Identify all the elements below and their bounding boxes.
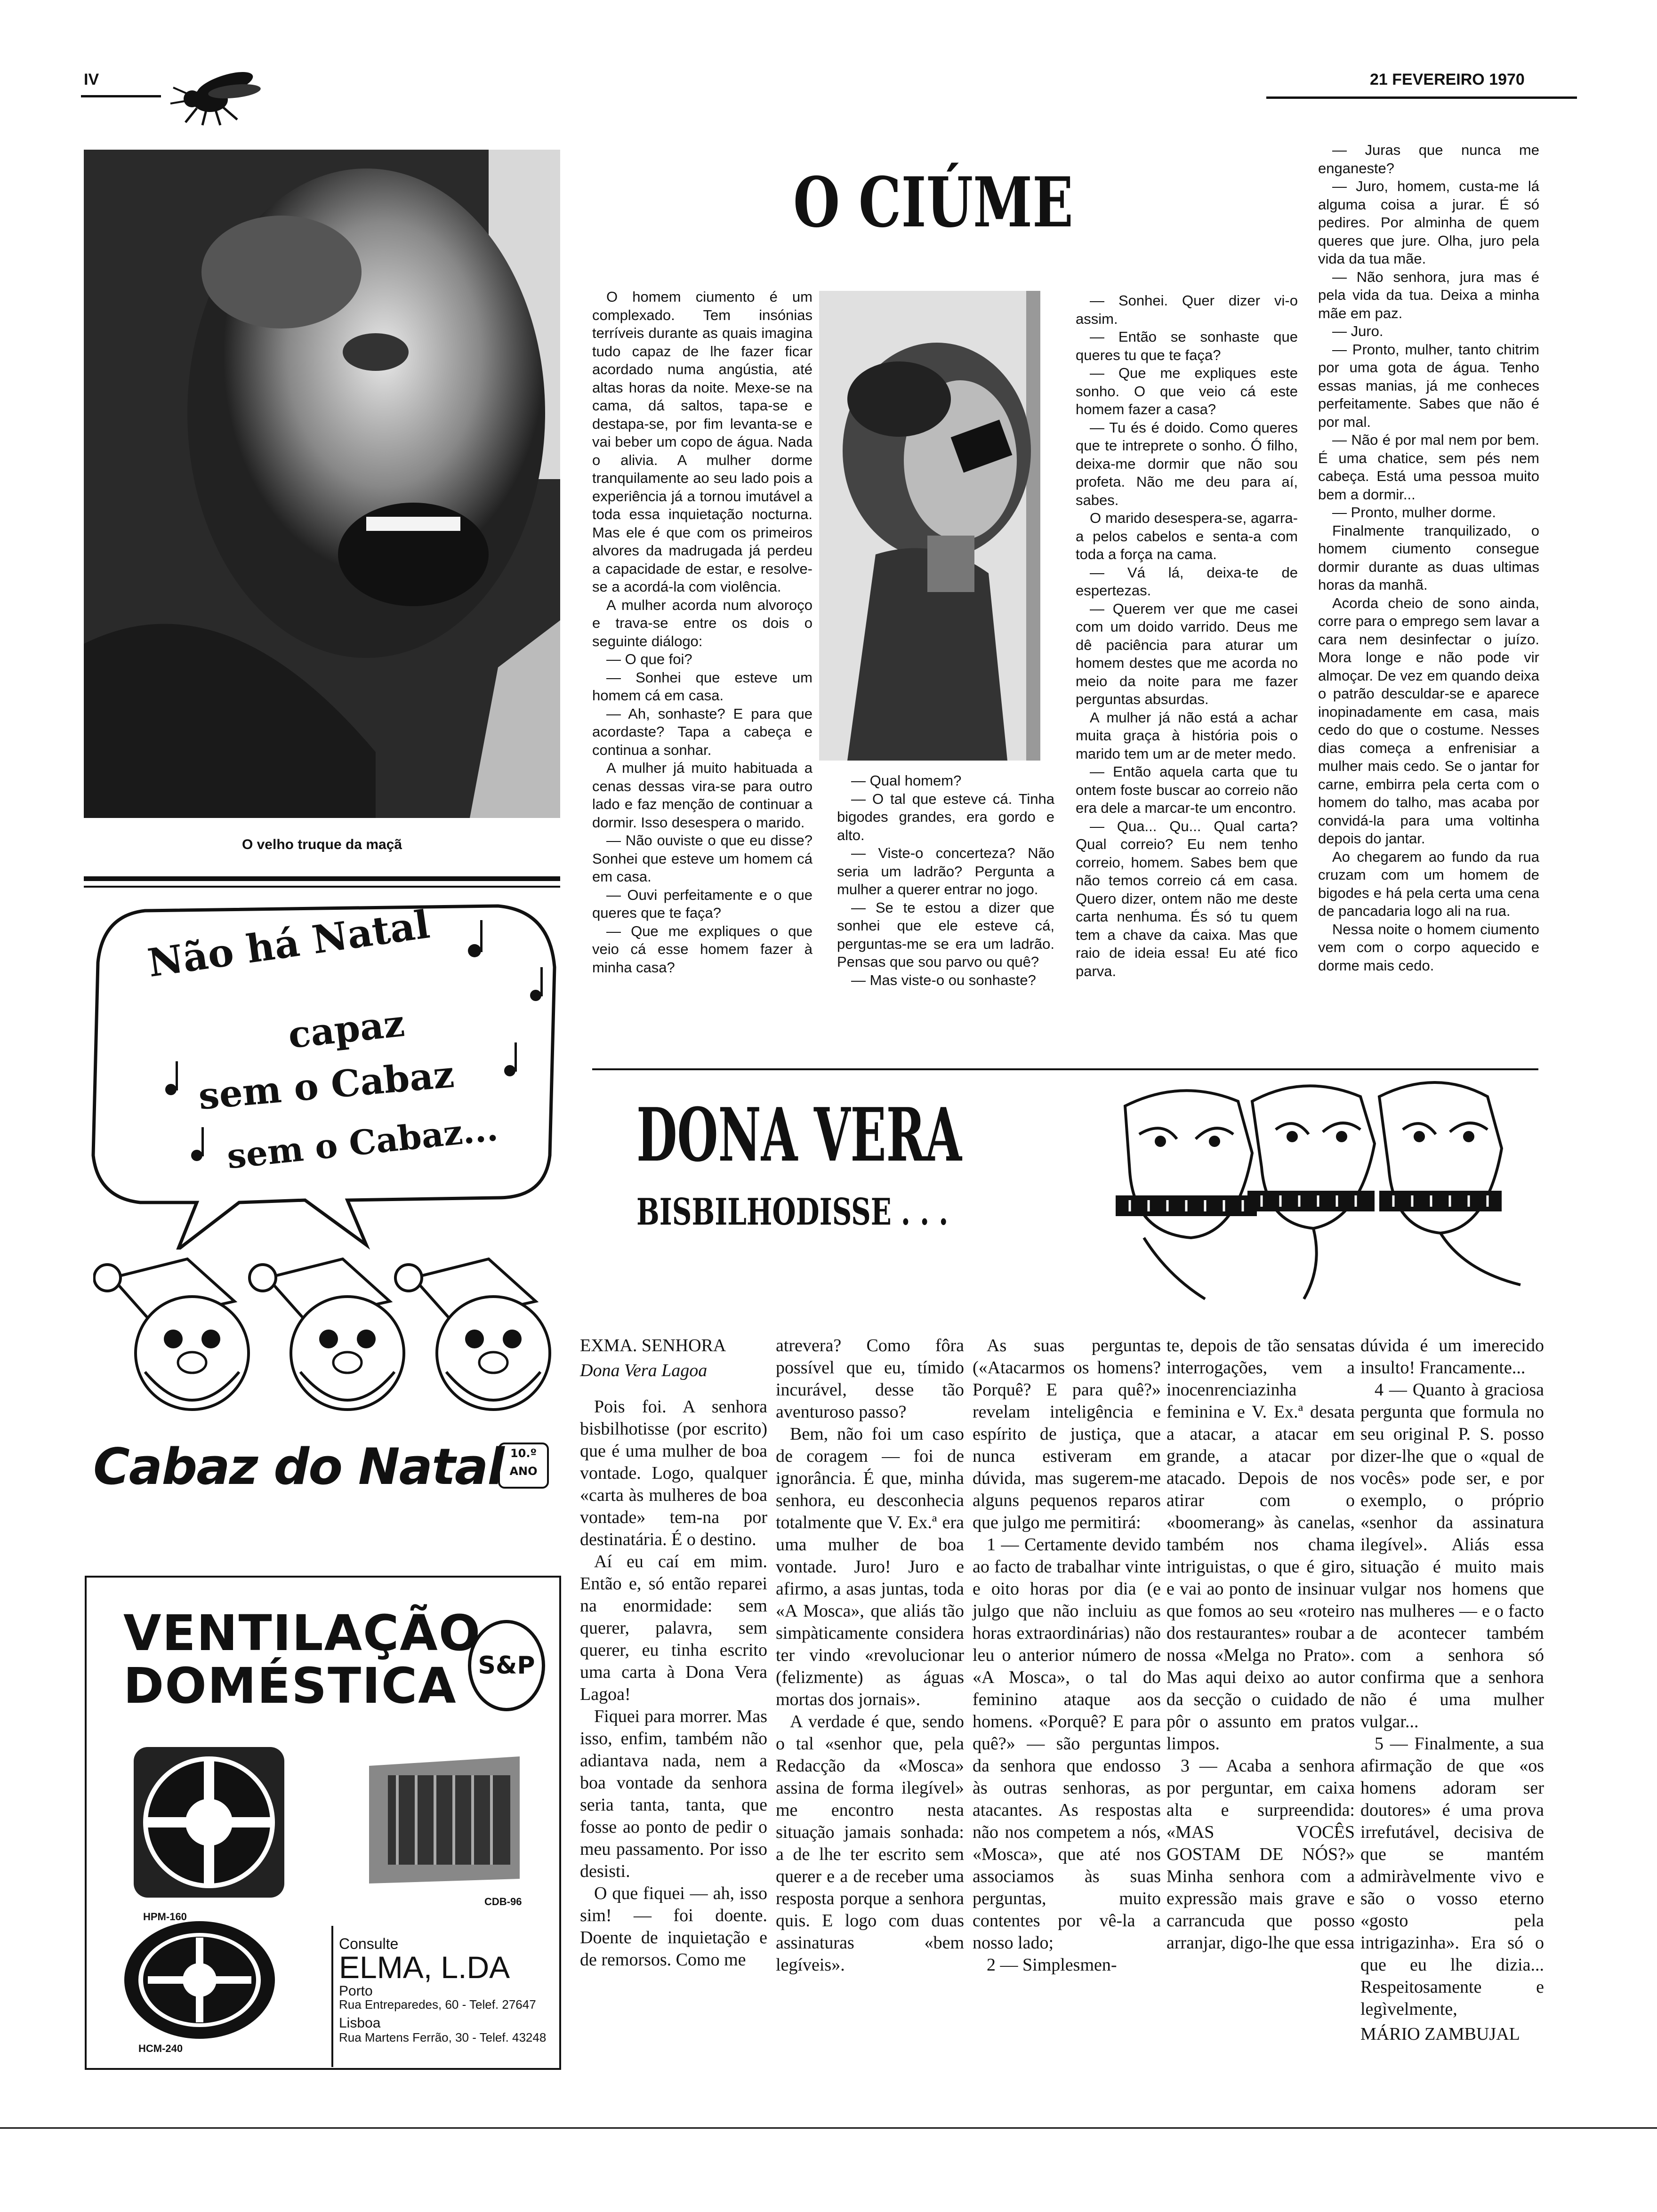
header-rule-right: [1266, 96, 1577, 99]
city-porto: Porto: [339, 1983, 373, 1999]
dona-vera-column-1: EXMA. SENHORA Dona Vera Lagoa Pois foi. A senhora bisbilhotisse (por escrito) que é uma mulher de boa vontade. Logo, qualquer «carta às mulheres de boa vontade» tem-na por destinatária. É o destino. Aí eu caí em mim. Então e, só então reparei na enormidade: sem querer, palavra, sem querer, eu tinha escrito uma carta à Dona Vera Lagoa! Fiquei para morrer. Mas isso, enfim, também não adiantava nada, nem a boa vontade da senhora seria tanta, tanta, que fosse ao ponto de pedir o meu passamento. Por isso desisti. O que fiquei — ah, isso sim! — foi doente. Doente de inquietação e de remorsos. Como me: [580, 1336, 767, 1970]
dona-vera-column-4: te, depois de tão sensatas interrogações, vem a inocenrenciazinha feminina e V. Ex.ª desata a atacar, a atacar em grande, a atacar por atacado. Depois de nos atirar com o «boomerang» às canelas, também nos chama intriguistas, o que é giro, e vai ao ponto de insinuar que fomos ao seu «roteiro dos restaurantes» roubar a nossa «Melga no Prato». Mas aqui deixo ao autor da secção o cuidado de pôr o assunto em pratos limpos. 3 — Acaba a senhora por perguntar, em caixa alta e surpreendida: «MAS VOCÊS GOSTAM DE NÓS?» Minha senhora com a expressão mais grave e carrancuda que posso arranjar, digo-lhe que essa: [1166, 1336, 1355, 1953]
vent-title-2: DOMÉSTICA: [123, 1657, 457, 1715]
ciume-bottom-rule: [592, 1068, 1538, 1070]
address-porto: Rua Entreparedes, 60 - Telef. 27647: [339, 1997, 536, 2012]
ciume-column-3: — Sonhei. Quer dizer vi-o assim. — Então se sonhaste que queres tu que te faça? — Que me expliques este sonho. O que veio cá este homem fazer a casa? — Tu és é doido. Como queres que te intreprete o sonho. Ó filho, deixa-me dormir que não sou profeta. Não me deu para aí, sabes. O marido desespera-se, agarra-a pelos cabelos e senta-a com toda a força na cama. — Vá lá, deixa-te de espertezas. — Querem ver que me casei com um doido varrido. Deus me dê paciência para aturar um homem destes que me acorda no meio da noite para me fazer perguntas absurdas. A mulher já não está a achar muita graça à história pois o marido tem um ar de meter medo. — Então aquela carta que tu ontem foste buscar ao correio não era dele a marcar-te um encontro. — Qua... Qu... Qual carta? Qual correio? Eu nem tenho correio, homem. Sabes bem que não temos correio cá em casa. Quero dizer, ontem não me deste carta nenhuma. És só tu quem tem a chave da caixa. Mas que raio de ideia essa! Eu até fico parva.: [1076, 292, 1298, 979]
santa-claus-icon: [93, 1250, 559, 1419]
header-rule-left: [81, 95, 161, 97]
harmonica-players-drawing: [1097, 1078, 1549, 1304]
dona-vera-column-3: As suas perguntas («Atacarmos os homens? Porquê? E para quê?» revelam inteligência e espírito de justiça, que nunca estiveram em dúvida, mas sugerem-me alguns pequenos reparos que julgo me permitirá: 1 — Certamente devido ao facto de trabalhar vinte e oito horas por dia (e julgo que não incluiu as horas extraordinárias) não leu o anterior número de «A Mosca», o tal do feminino ataque aos homens. «Porquê? E para quê?» — são perguntas da senhora que endosso às outras senhoras, as atacantes. As respostas não nos competem a nós, «Mosca», que até nos associamos às suas perguntas, muito contentes por vê-la a nosso lado; 2 — Simplesmen-: [973, 1336, 1161, 1975]
ciume-column-4: — Juras que nunca me enganeste? — Juro, homem, custa-me lá alguma coisa a jurar. É só pedires. Por alminha de quem queres que jure. Olha, juro pela vida da tua mãe. — Não senhora, jura mas é pela vida da tua. Deixa a minha mãe em paz. — Juro. — Pronto, mulher, tanto chitrim por uma gota de água. Tenho essas manias, já me conheces perfeitamente. Sabes que não é por mal. — Não é por mal nem por bem. É uma chatice, sem pés nem cabeça. Está uma pessoa muito bem a dormir... — Pronto, mulher dorme. Finalmente tranquilizado, o homem ciumento consegue dormir durante as duas ultimas horas da manhã. Acorda cheio de sono ainda, corre para o emprego sem lavar a cara nem desinfectar o juízo. Mora longe e não pode vir almoçar. De vez em quando deixa o patrão desculdar-se e aparece inopinadamente em casa, mais cedo do que o costume. Nesses dias começa a enfrenisiar a mulher mais cedo. Se o jantar for carne, embirra pela certa com o homem do talho, mas acaba por convidá-la para uma voltinha depois do jantar. Ao chegarem ao fundo da rua cruzam com um homem de bigodes e há pela certa uma cena de pancadaria logo ali na rua. Nessa noite o homem ciumento vem com o corpo aquecido e dorme mais cedo.: [1318, 142, 1539, 974]
vent-title-1: VENTILAÇÃO: [123, 1604, 482, 1662]
dona-vera-title: DONA VERA: [636, 1092, 962, 1178]
phone-man-photo: [819, 291, 1040, 761]
page-bottom-rule: [0, 2127, 1657, 2129]
ciume-title: O CIÚME: [793, 162, 1073, 243]
consult-label: Consulte: [339, 1935, 399, 1952]
bubble-line-4: sem o Cabaz...: [225, 1108, 500, 1177]
fly-logo-icon: [159, 61, 263, 127]
anniversary-badge: 10.º ANO: [498, 1443, 549, 1489]
dona-vera-column-5: dúvida é um imerecido insulto! Francamente... 4 — Quanto à graciosa pergunta que formula no seu original P. S. posso dizer-lhe que o «qual de vocês» pode ser, e por exemplo, o próprio «senhor da assinatura ilegível». Aliás essa situação é muito mais vulgar nos homens que nas mulheres — e o facto de acontecer também com a senhora só confirma que a senhora não é uma mulher vulgar... 5 — Finalmente, a sua afirmação de que «os homens adoram ser doutores» é uma prova irrefutável, decisiva de que se mantém admiràvelmente vivo e são o vosso eterno «gosto pela intrigazinha». Era só o que eu lhe dizia... Respeitosamente e legìvelmente, MÁRIO ZAMBUJAL: [1360, 1335, 1544, 2045]
issue-date: 21 FEVEREIRO 1970: [1370, 71, 1525, 88]
sp-logo: S&P: [468, 1620, 545, 1711]
bubble-line-2: capaz: [286, 1002, 407, 1057]
ciume-column-1: O homem ciumento é um complexado. Tem insónias terríveis durante as quais imagina tudo capaz de lhe fazer ficar acordado numa angústia, até altas horas da noite. Mexe-se na cama, dá saltos, tapa-se e destapa-se, por fim levanta-se e vai beber um copo de água. Nada o alivia. A mulher dorme tranquilamente ao seu lado pois a experiência já a tornou imutável a toda essa inquietação nocturna. Mas ele é que com os primeiros alvores da madrugada já perdeu a capacidade de estar, e resolve-se a acordá-la com violência. A mulher acorda num alvoroço e trava-se entre os dois o seguinte diálogo: — O que foi? — Sonhei que esteve um homem cá em casa. — Ah, sonhaste? E para que acordaste? Tapa a cabeça e continua a sonhar. A mulher já muito habituada a cenas dessas vira-se para outro lado e faz menção de continuar a dormir. Isso desespera o marido. — Não ouviste o que eu disse? Sonhei que esteve um homem cá em casa. — Ouvi perfeitamente e o que queres que te faça? — Que me expliques o que veio cá esse homem fazer à minha casa?: [592, 289, 812, 976]
address-lisboa: Rua Martens Ferrão, 30 - Telef. 43248: [339, 2030, 547, 2044]
man-photo: [84, 150, 560, 818]
consult-divider: [331, 1926, 333, 2067]
city-lisboa: Lisboa: [339, 2015, 381, 2031]
addressee: Dona Vera Lagoa: [580, 1361, 708, 1380]
bubble-line-3: sem o Cabaz: [197, 1053, 456, 1118]
fan-model-3: HCM-240: [138, 2043, 183, 2054]
kitchen-fan-icon: [360, 1747, 529, 1888]
fan-model-2: CDB-96: [484, 1896, 522, 1907]
round-fan-icon: [120, 1916, 280, 2044]
salutation: EXMA. SENHORA: [580, 1336, 726, 1355]
dona-vera-column-2: atrevera? Como fôra possível que eu, tímido incurável, desse tão aventuroso passo? Bem, não foi um caso de coragem — foi de ignorância. É que, minha senhora, eu desconhecia totalmente que V. Ex.ª era uma mulher de boa vontade. Juro! Juro e afirmo, a asas juntas, toda «A Mosca», que aliás tão simpàticamente considera ter vindo «revolucionar (felizmente) as águas mortas dos jornais». A verdade é que, sendo o tal «senhor que, pela Redacção da «Mosca» assina de forma ilegível» me encontro nesta situação jamais sonhada: a de lhe ter escrito sem querer e a de receber uma resposta porque a senhora quis. E logo com duas assinaturas «bem legíveis».: [776, 1336, 964, 1975]
cabaz-brand: Cabaz do Natal: [93, 1438, 504, 1496]
natal-advert: [84, 892, 560, 1541]
dona-vera-subtitle: BISBILHODISSE . . .: [636, 1191, 949, 1234]
wall-fan-icon: [129, 1742, 289, 1902]
fan-model-1: HPM-160: [143, 1911, 187, 1923]
ventilacao-advert: [85, 1576, 561, 2070]
page-number: IV: [84, 71, 99, 88]
section-rule-thin: [84, 886, 560, 888]
ciume-column-2: — Qual homem? — O tal que esteve cá. Tinha bigodes grandes, era gordo e alto. — Viste-o concerteza? Não seria um ladrão? Pergunta a mulher a querer entrar no jogo. — Se te estou a dizer que sonhei que ele esteve cá, perguntas-me se era um ladrão. Pensas que sou parvo ou quê? — Mas viste-o ou sonhaste?: [837, 772, 1054, 988]
elma-company: ELMA, L.DA: [339, 1950, 510, 1985]
photo-caption: O velho truque da maçã: [241, 837, 402, 852]
section-rule: [84, 876, 560, 881]
signature: MÁRIO ZAMBUJAL: [1360, 2024, 1520, 2044]
bubble-line-1: Não há Natal: [145, 902, 433, 986]
